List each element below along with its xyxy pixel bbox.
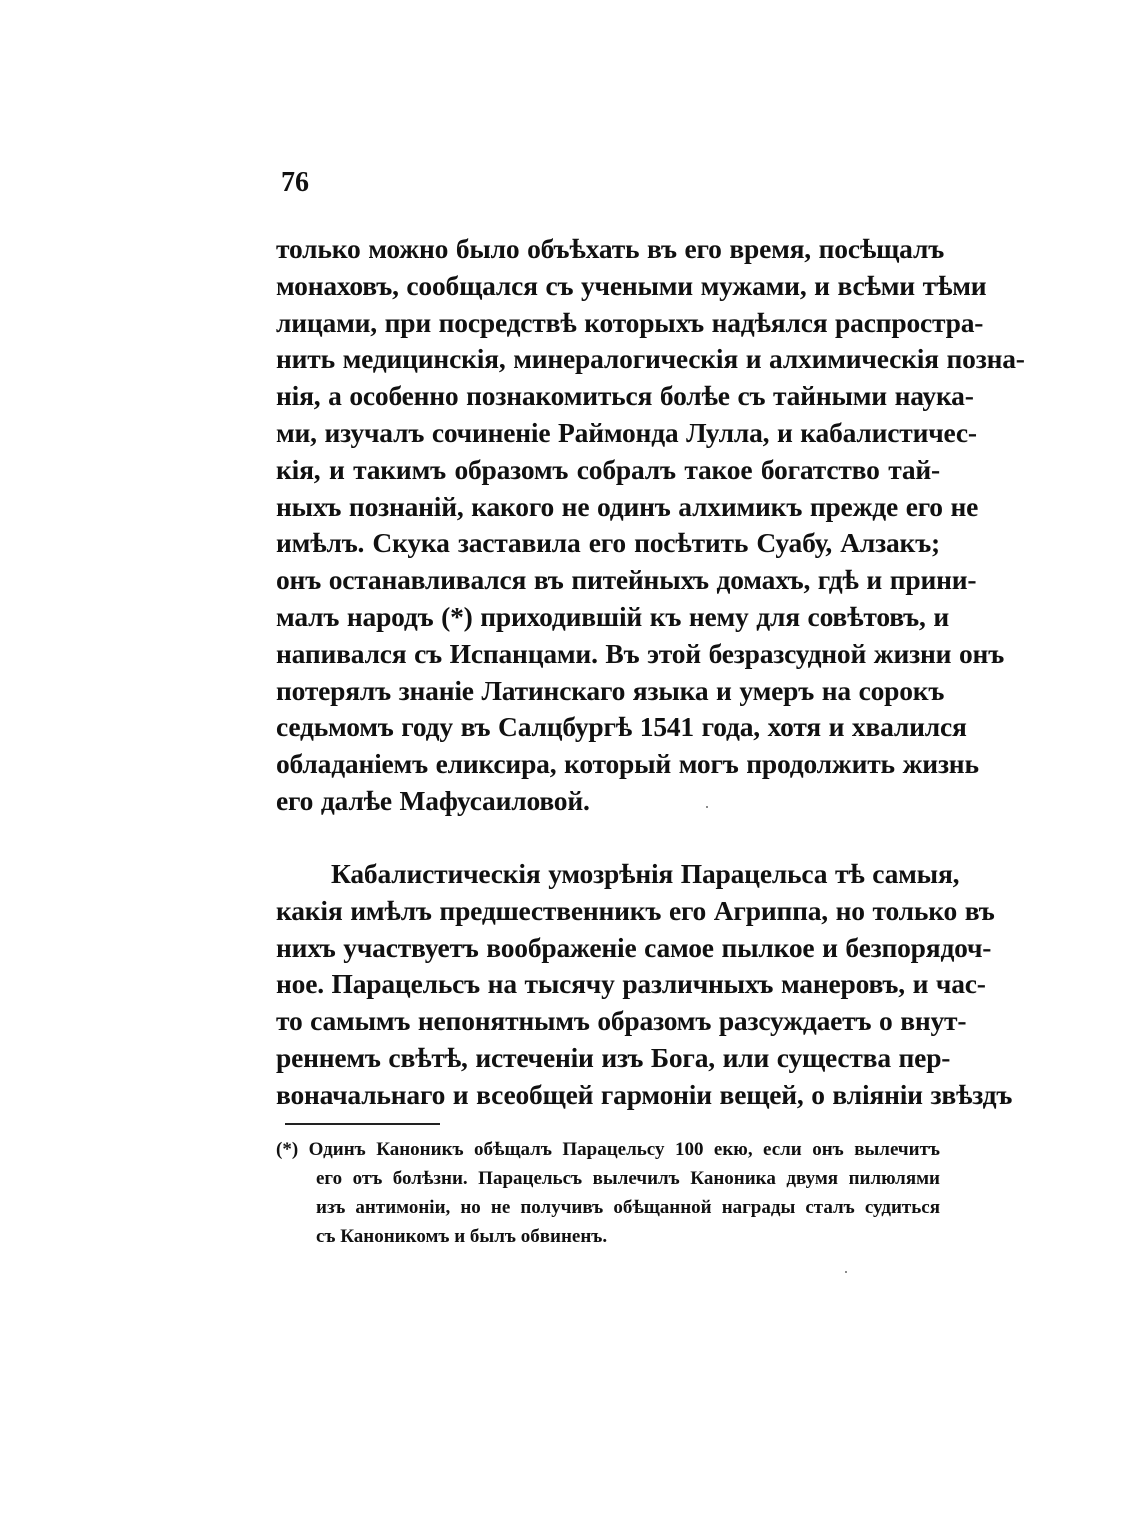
text-line: воначальнаго и всеобщей гармоніи вещей, о вліяніи звѣздъ (276, 1078, 1013, 1110)
text-line: ныхъ познаній, какого не одинъ алхимикъ прежде его не (276, 490, 979, 522)
paragraph-1 (276, 231, 1025, 820)
text-line: напивался съ Испанцами. Въ этой безразсудной жизни онъ (276, 637, 1005, 669)
text-line: имѣлъ. Скука заставила его посѣтить Суабу, Алзакъ; (276, 527, 940, 559)
text-line: нія, а особенно познакомиться болѣе съ тайными наука- (276, 380, 974, 412)
text-line: ное. Парацельсъ на тысячу различныхъ манеровъ, и час- (276, 968, 986, 1000)
footnote-line: изъ антимоніи, но не получивъ обѣщанной награды сталъ судиться (316, 1197, 940, 1218)
text-line: седьмомъ году въ Салцбургѣ 1541 года, хотя и хвалился (276, 711, 967, 743)
text-line: то самымъ непонятнымъ образомъ разсуждаетъ о внут- (276, 1005, 967, 1037)
text-line: его далѣе Мафусаиловой. (276, 784, 590, 816)
text-line: кія, и такимъ образомъ собралъ такое богатство тай- (276, 453, 940, 485)
footnote (276, 1135, 940, 1251)
footnote-line: съ Каноникомъ и былъ обвиненъ. (316, 1226, 608, 1247)
text-line: нихъ участвуетъ воображеніе самое пылкое и безпорядоч- (276, 931, 992, 963)
print-speck (706, 806, 708, 808)
print-speck (845, 1271, 847, 1273)
footnote-separator (285, 1123, 440, 1125)
paragraph-2 (276, 856, 1013, 1114)
text-line: онъ останавливался въ питейныхъ домахъ, гдѣ и прини- (276, 564, 977, 596)
text-line: Кабалистическія умозрѣнія Парацельса тѣ самыя, (331, 858, 960, 889)
page-number: 76 (281, 167, 309, 198)
text-line: какія имѣлъ предшественникъ его Агриппа, но только въ (276, 894, 995, 926)
text-line: монаховъ, сообщался съ учеными мужами, и всѣми тѣми (276, 269, 987, 301)
footnote-line: (*) Одинъ Каноникъ обѣщалъ Парацельсу 100 екю, если онъ вылечитъ (276, 1139, 940, 1160)
text-line: реннемъ свѣтѣ, истеченіи изъ Бога, или существа пер- (276, 1041, 951, 1073)
footnote-line: его отъ болѣзни. Парацельсъ вылечилъ Каноника двумя пилюлями (316, 1168, 940, 1189)
text-line: ми, изучалъ сочиненіе Раймонда Лулла, и кабалистичес- (276, 416, 977, 448)
text-line: только можно было объѣхать въ его время, посѣщалъ (276, 233, 945, 264)
text-line: малъ народъ (*) приходившій къ нему для совѣтовъ, и (276, 600, 949, 632)
text-line: обладаніемъ еликсира, который могъ продолжить жизнь (276, 748, 979, 780)
text-line: лицами, при посредствѣ которыхъ надѣялся распростра- (276, 306, 984, 338)
text-line: потерялъ знаніе Латинскаго языка и умеръ на сорокъ (276, 674, 945, 706)
text-line: нить медицинскія, минералогическія и алхимическія позна- (276, 343, 1025, 375)
